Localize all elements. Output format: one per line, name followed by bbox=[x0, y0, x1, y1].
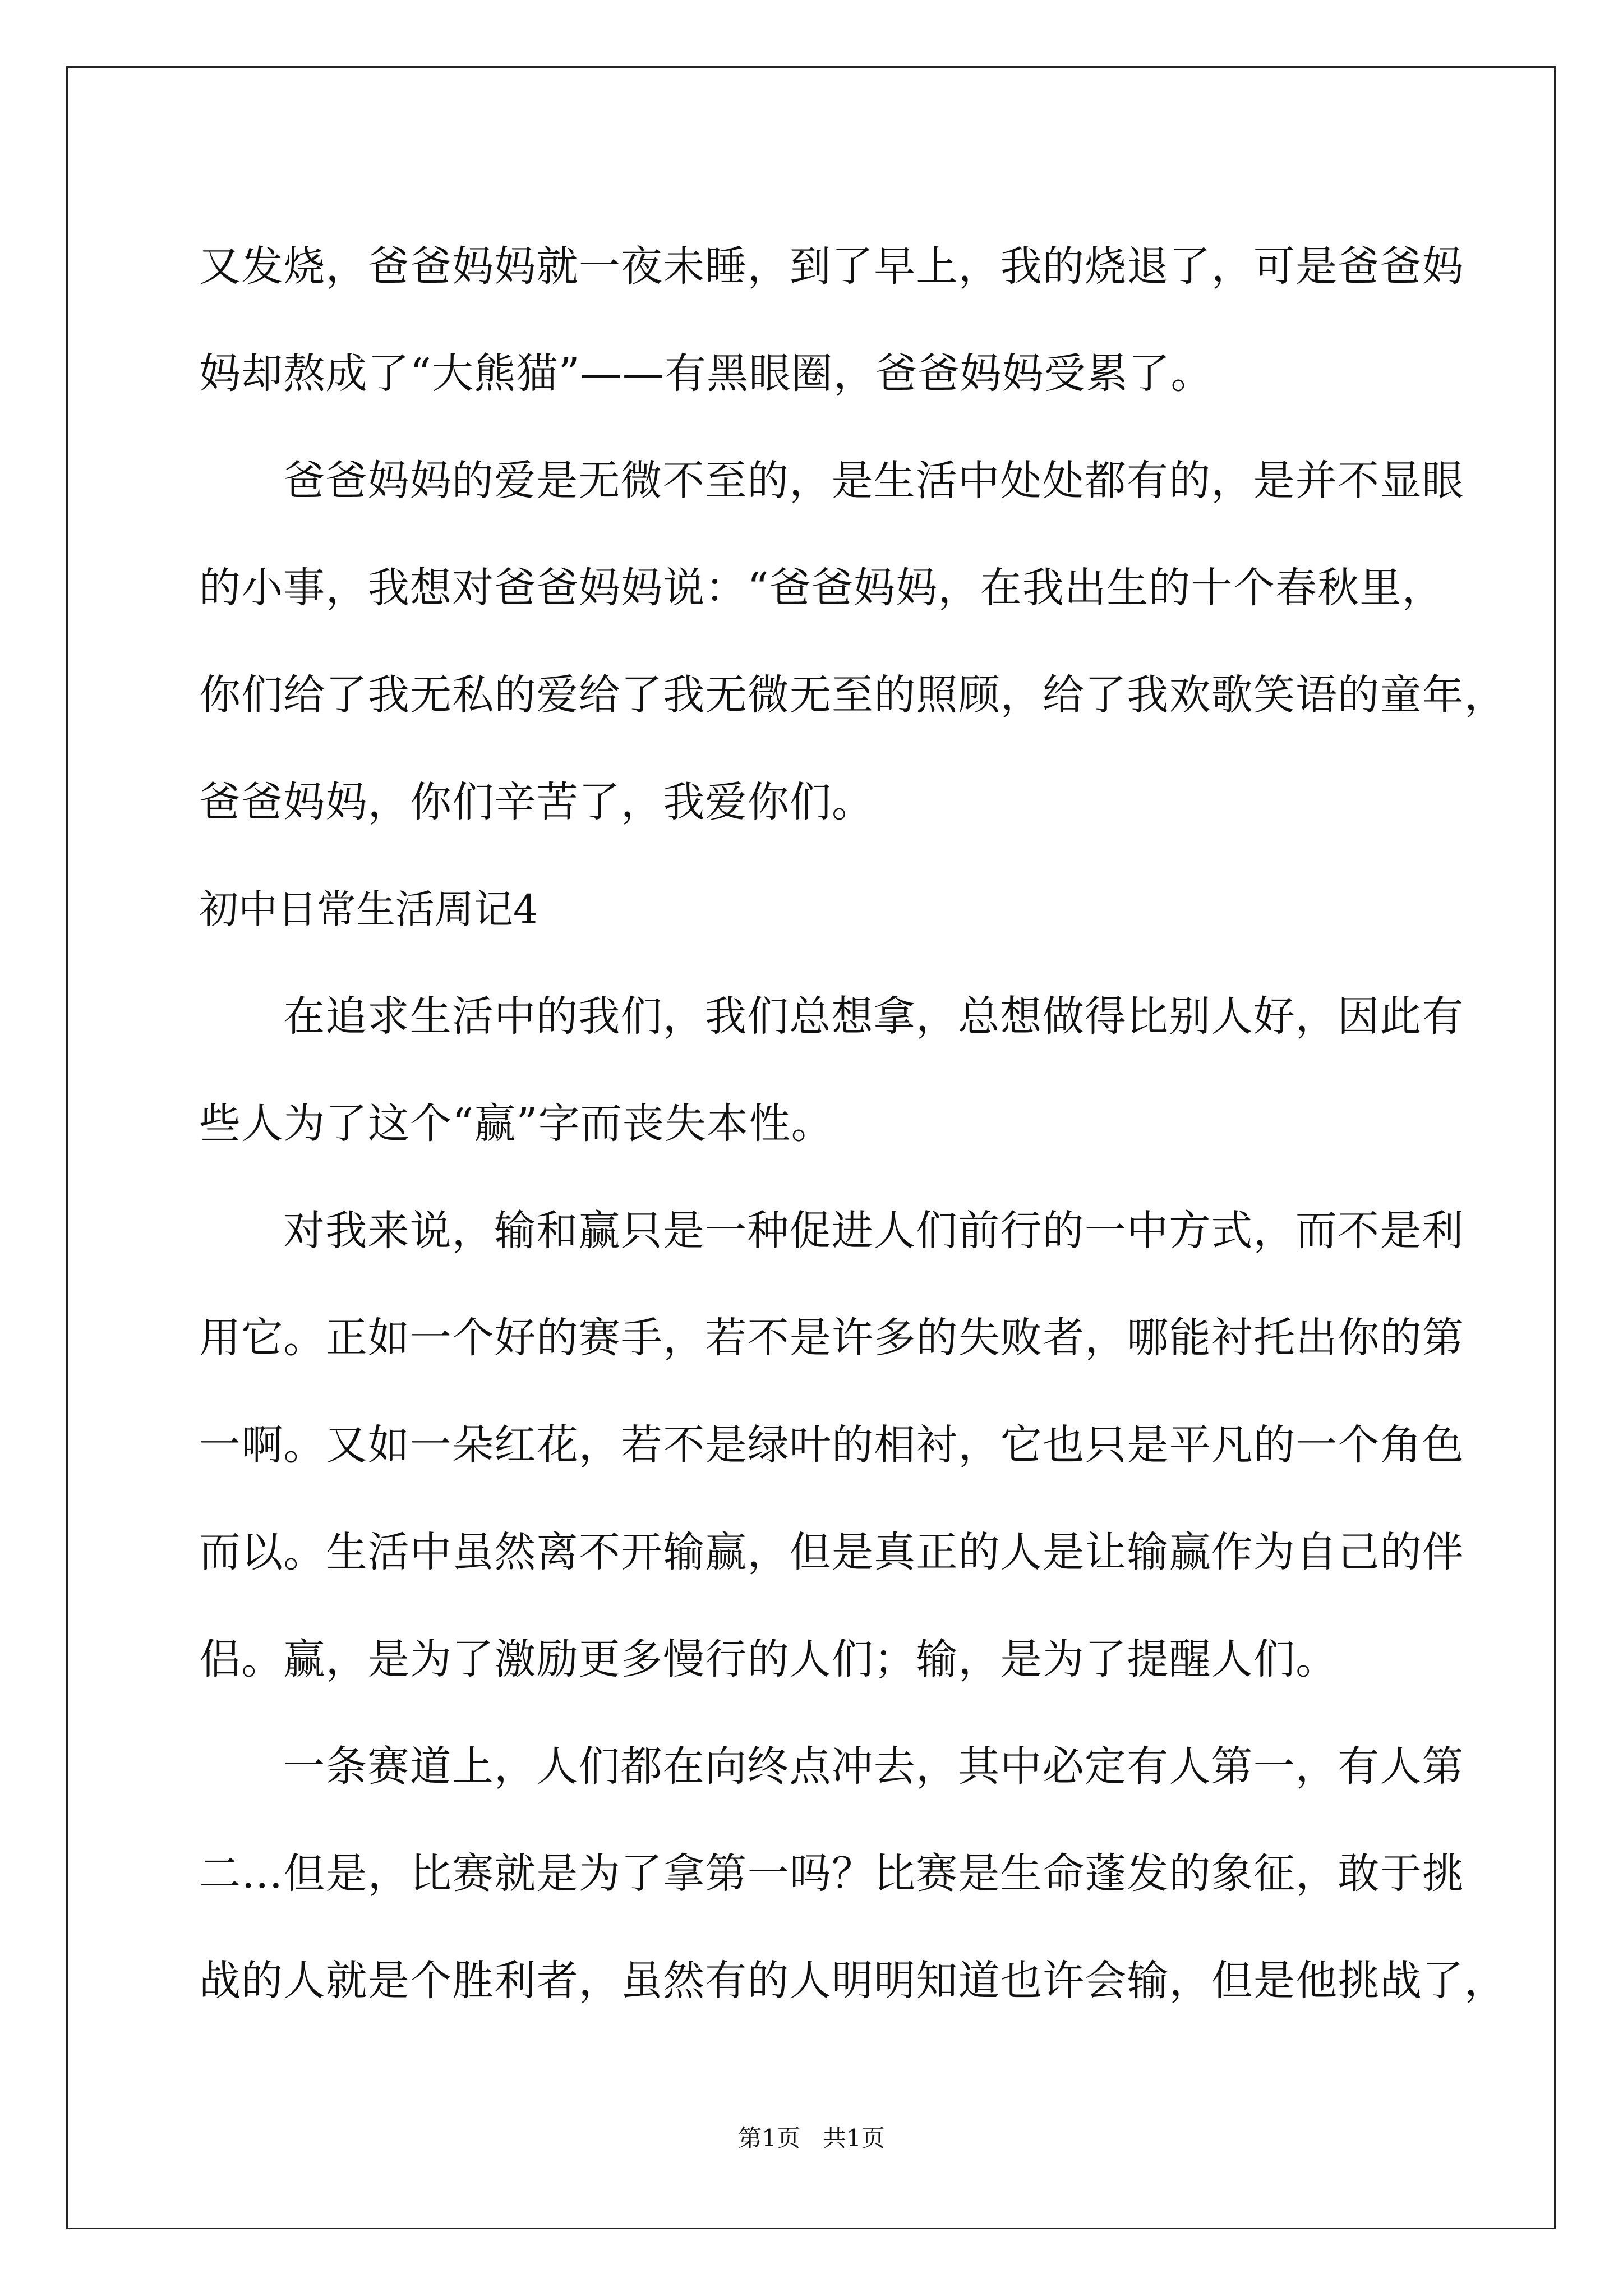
paragraph-start-line: 对我来说，输和赢只是一种促进人们前行的一中方式，而不是利 bbox=[283, 1207, 1464, 1255]
text-line: 爸爸妈妈，你们辛苦了，我爱你们。 bbox=[199, 778, 874, 826]
text-line: 战的人就是个胜利者，虽然有的人明明知道也许会输，但是他挑战了， bbox=[199, 1957, 1507, 2005]
paragraph-start-line: 一条赛道上，人们都在向终点冲去，其中必定有人第一，有人第 bbox=[283, 1742, 1464, 1791]
text-line: 的小事，我想对爸爸妈妈说：“爸爸妈妈，在我出生的十个春秋里， bbox=[199, 564, 1444, 612]
section-heading: 初中日常生活周记4 bbox=[199, 886, 538, 932]
text-line: 一啊。又如一朵红花，若不是绿叶的相衬，它也只是平凡的一个角色 bbox=[199, 1421, 1464, 1469]
text-line: 你们给了我无私的爱给了我无微无至的照顾，给了我欢歌笑语的童年， bbox=[199, 671, 1507, 719]
document-body bbox=[199, 213, 1507, 2035]
paragraph-start-line: 在追求生活中的我们，我们总想拿，总想做得比别人好，因此有 bbox=[283, 992, 1464, 1041]
paragraph-start-line: 爸爸妈妈的爱是无微不至的，是生活中处处都有的，是并不显眼 bbox=[283, 457, 1464, 505]
text-line: 些人为了这个“赢”字而丧失本性。 bbox=[199, 1099, 833, 1148]
text-line: 而以。生活中虽然离不开输赢，但是真正的人是让输赢作为自己的伴 bbox=[199, 1528, 1464, 1576]
text-line: 用它。正如一个好的赛手，若不是许多的失败者，哪能衬托出你的第 bbox=[199, 1314, 1464, 1362]
text-line: 侣。赢，是为了激励更多慢行的人们；输，是为了提醒人们。 bbox=[199, 1635, 1338, 1683]
text-line: 妈却熬成了“大熊猫”——有黑眼圈，爸爸妈妈受累了。 bbox=[199, 349, 1213, 398]
page-number-footer: 第1页 共1页 bbox=[738, 2124, 885, 2152]
text-line: 又发烧，爸爸妈妈就一夜未睡，到了早上，我的烧退了，可是爸爸妈 bbox=[199, 242, 1464, 291]
text-line: 二…但是，比赛就是为了拿第一吗？比赛是生命蓬发的象征，敢于挑 bbox=[199, 1849, 1464, 1898]
